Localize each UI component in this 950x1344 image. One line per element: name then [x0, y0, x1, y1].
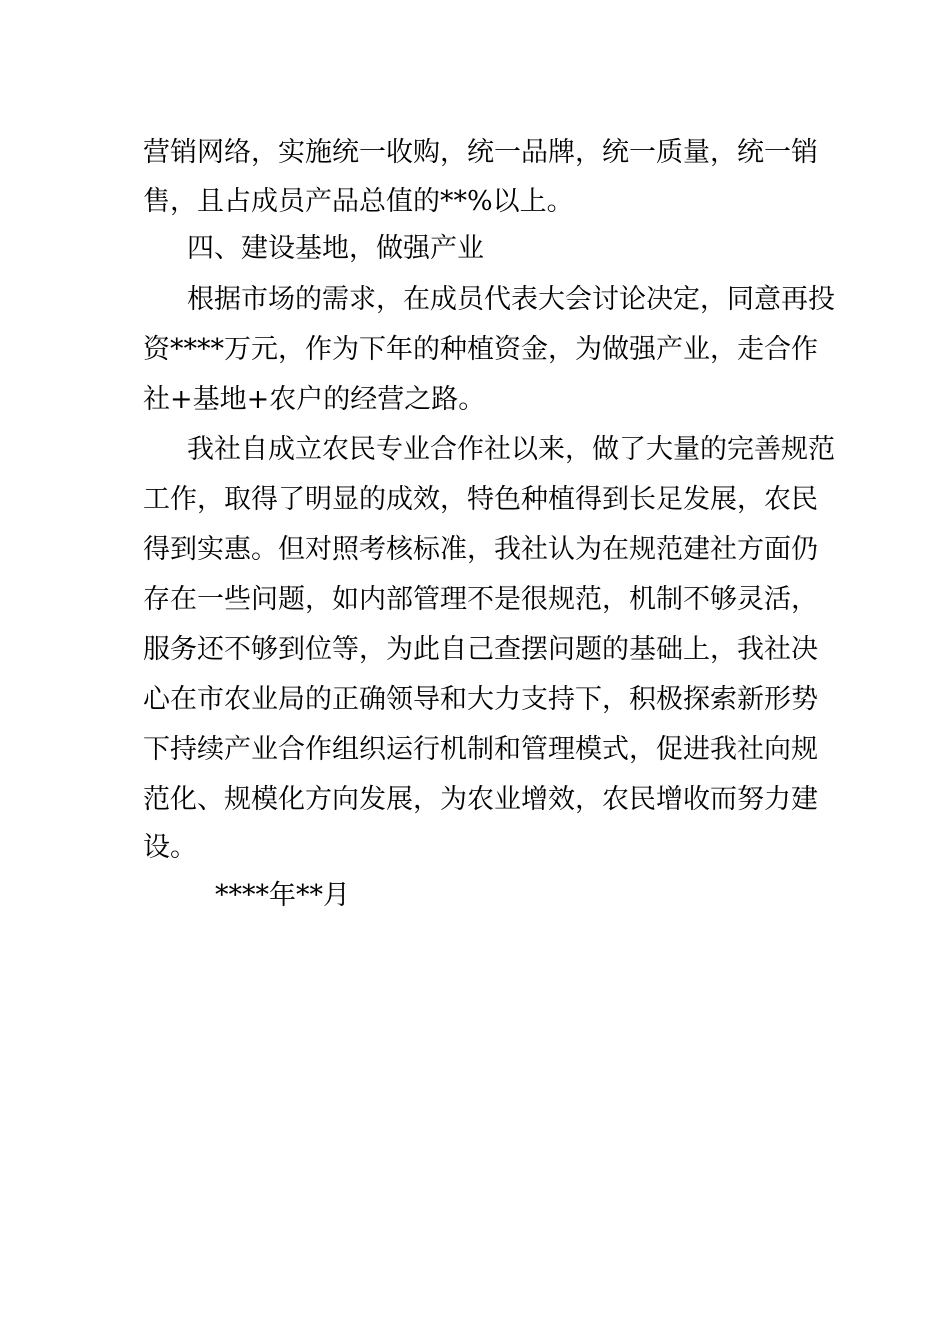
- paragraph-1-line-2: 售，且占成员产品总值的**%以上。: [143, 186, 574, 217]
- paragraph-3-line-3: 得到实惠。但对照考核标准，我社认为在规范建社方面仍: [143, 534, 818, 565]
- paragraph-3-line-2: 工作，取得了明显的成效，特色种植得到长足发展，农民: [143, 484, 818, 515]
- document-date: ****年**月: [215, 880, 350, 911]
- paragraph-3-line-1: 我社自成立农民专业合作社以来，做了大量的完善规范: [187, 434, 835, 465]
- paragraph-1-line-1: 营销网络，实施统一收购，统一品牌，统一质量，统一销: [143, 137, 818, 168]
- paragraph-3-line-4: 存在一些问题，如内部管理不是很规范，机制不够灵活，: [143, 584, 818, 615]
- paragraph-2-line-3: 社+基地+农户的经营之路。: [143, 384, 486, 415]
- paragraph-3-line-7: 下持续产业合作组织运行机制和管理模式，促进我社向规: [143, 734, 818, 765]
- paragraph-2-line-1: 根据市场的需求，在成员代表大会讨论决定，同意再投: [187, 284, 835, 315]
- section-heading-4: 四、建设基地，做强产业: [187, 233, 484, 264]
- paragraph-2-line-2: 资****万元，作为下年的种植资金，为做强产业，走合作: [143, 334, 818, 365]
- paragraph-3-line-5: 服务还不够到位等，为此自己查摆问题的基础上，我社决: [143, 634, 818, 665]
- paragraph-3-line-6: 心在市农业局的正确领导和大力支持下，积极探索新形势: [143, 684, 818, 715]
- paragraph-3-line-8: 范化、规模化方向发展，为农业增效，农民增收而努力建: [143, 784, 818, 815]
- paragraph-3-line-9: 设。: [143, 832, 197, 863]
